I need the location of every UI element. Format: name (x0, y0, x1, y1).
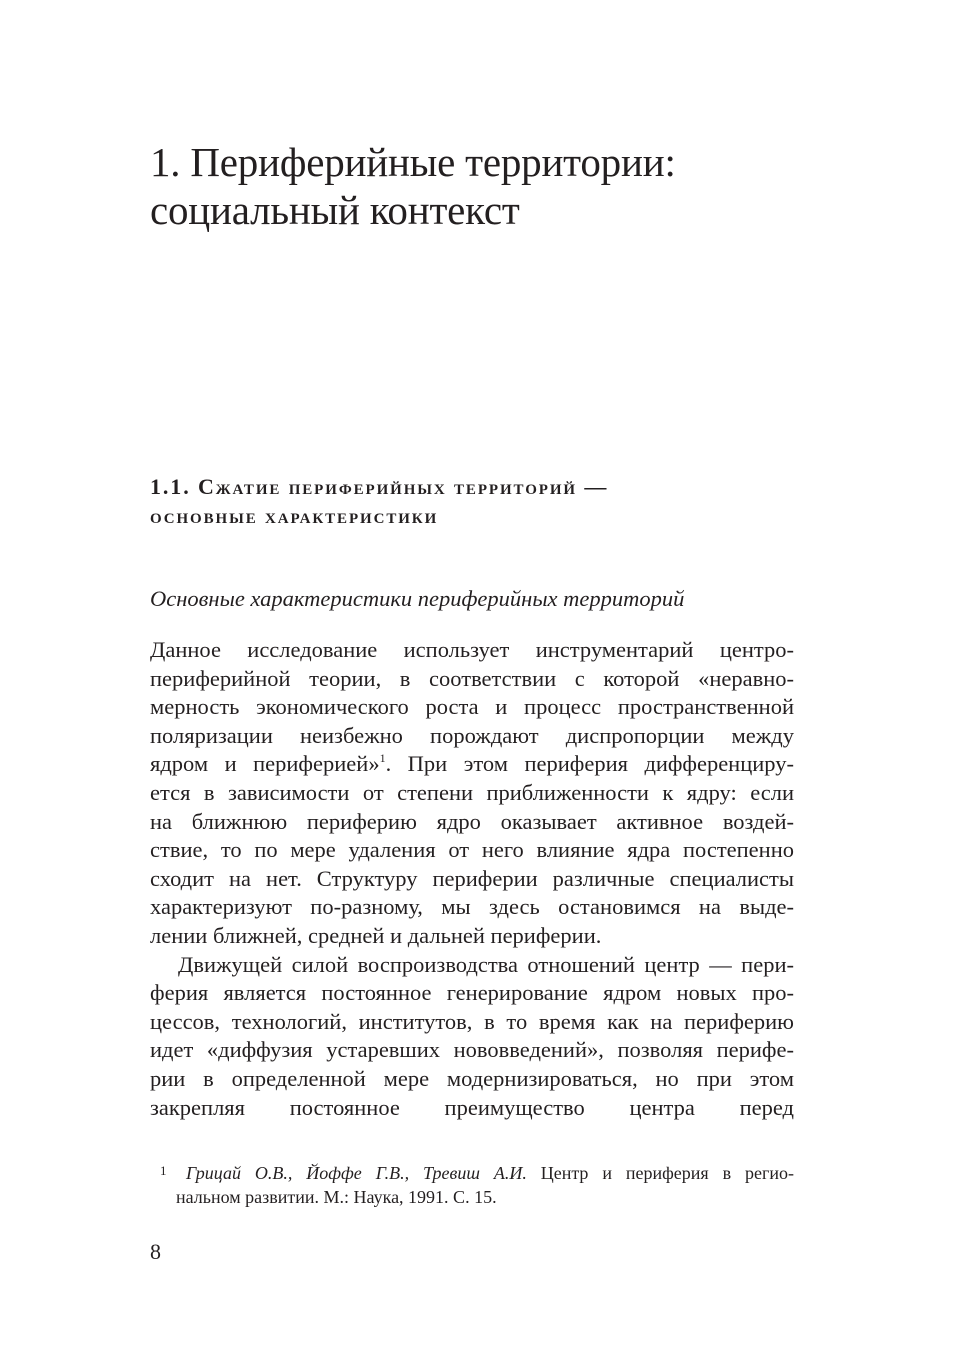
text-line: идет «диффузия устаревших нововведений», позволяя перифе- (150, 1037, 794, 1063)
text-line: Данное исследование использует инструментарий центро- (150, 637, 794, 662)
footnote-text: Центр и периферия в регио- (526, 1163, 794, 1183)
footnote-authors: Грицай О.В., Йоффе Г.В., Тревиш А.И. (186, 1163, 527, 1183)
text-segment: ядром и периферией» (150, 751, 380, 777)
paragraph-2 (150, 951, 794, 1123)
chapter-title-line: социальный контекст (150, 187, 520, 233)
footnote-line (150, 1157, 794, 1184)
text-line: лении ближней, средней и дальней периферии. (150, 922, 602, 948)
text-line: поляризации неизбежно порождают диспропорции между (150, 722, 794, 748)
paragraph-1 (150, 636, 794, 951)
subsection-title: Основные характеристики периферийных территорий (150, 586, 685, 611)
footnote (150, 1157, 794, 1211)
text-line: мерность экономического роста и процесс пространственной (150, 694, 794, 720)
text-line: на ближнюю периферию ядро оказывает активное воздей- (150, 808, 794, 834)
text-line: сходит на нет. Структуру периферии различные специалисты (150, 865, 794, 891)
section-title-line: основные характеристики (150, 503, 439, 528)
footnote-mark: 1 (160, 1163, 167, 1178)
text-line: рии в определенной мере модернизироваться, но при этом (150, 1065, 794, 1091)
text-line: периферийной теории, в соответствии с которой «неравно- (150, 665, 794, 691)
section-title-line: 1.1. Сжатие периферийных территорий — (150, 474, 609, 499)
text-line: цессов, технологий, институтов, в то время как на периферию (150, 1008, 794, 1034)
text-line: ствие, то по мере удаления от него влияние ядра постепенно (150, 837, 794, 863)
section-title (150, 472, 810, 530)
text-segment: . При этом периферия дифференциру- (385, 751, 794, 777)
footnote-line: нальном развитии. М.: Наука, 1991. С. 15. (176, 1187, 497, 1207)
text-line: характеризуют по-разному, мы здесь остановимся на выде- (150, 894, 794, 920)
text-line: ется в зависимости от степени приближенности к ядру: если (150, 779, 794, 805)
text-line: Движущей силой воспроизводства отношений центр — пери- (178, 951, 794, 977)
page-number: 8 (150, 1239, 161, 1264)
chapter-title-line: 1. Периферийные территории: (150, 139, 676, 185)
body-text (150, 636, 794, 1122)
text-line-with-footnote (150, 750, 794, 779)
footnote-reference[interactable]: 1 (379, 751, 386, 766)
text-line: ферия является постоянное генерирование ядром новых про- (150, 980, 794, 1006)
chapter-title (150, 138, 800, 234)
text-line: закрепляя постоянное преимущество центра перед (150, 1094, 794, 1120)
